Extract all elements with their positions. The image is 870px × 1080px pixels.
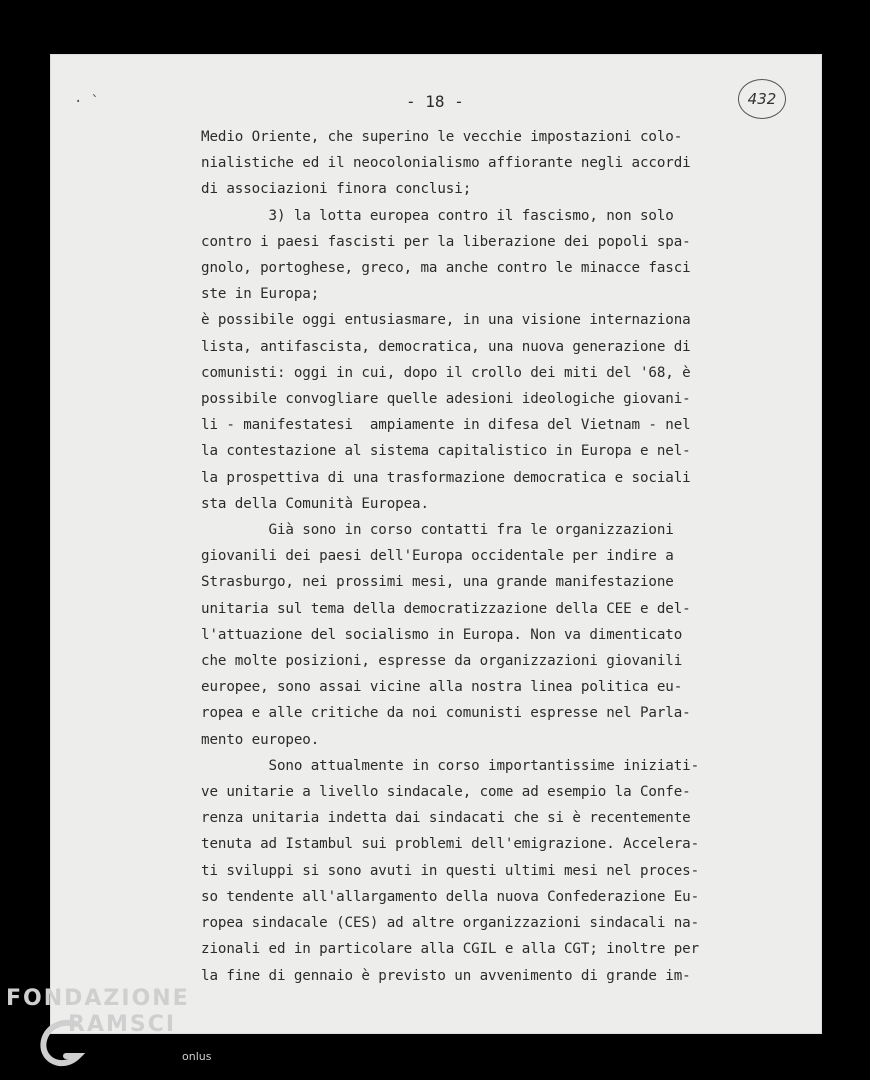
- text-line: 3) la lotta europea contro il fascismo, non solo: [201, 207, 674, 224]
- text-line: ropea sindacale (CES) ad altre organizzazioni sindacali na-: [201, 915, 700, 932]
- text-line: è possibile oggi entusiasmare, in una visione internaziona: [201, 312, 691, 329]
- text-line: l'attuazione del socialismo in Europa. Non va dimenticato: [201, 626, 683, 643]
- archive-number: 432: [747, 90, 777, 108]
- page-number: - 18 -: [406, 92, 464, 111]
- text-line: la prospettiva di una trasformazione democratica e sociali: [201, 469, 691, 486]
- text-line: la contestazione al sistema capitalistico in Europa e nel-: [201, 443, 691, 460]
- watermark-suffix: onlus: [182, 1050, 212, 1063]
- text-line: europee, sono assai vicine alla nostra linea politica eu-: [201, 679, 683, 696]
- document-body: [201, 124, 761, 989]
- text-line: so tendente all'allargamento della nuova Confederazione Eu-: [201, 888, 700, 905]
- fondazione-gramsci-watermark: [6, 986, 212, 1063]
- text-line: Sono attualmente in corso importantissime iniziati-: [201, 757, 700, 774]
- text-line: contro i paesi fascisti per la liberazione dei popoli spa-: [201, 233, 691, 250]
- text-line: zionali ed in particolare alla CGIL e alla CGT; inoltre per: [201, 941, 700, 958]
- archive-number-stamp: [738, 79, 786, 119]
- gramsci-swirl-icon: [36, 1016, 90, 1070]
- text-line: ve unitarie a livello sindacale, come ad esempio la Confe-: [201, 784, 691, 801]
- text-line: tenuta ad Istambul sui problemi dell'emigrazione. Accelera-: [201, 836, 700, 853]
- paper-specks: · `: [74, 94, 100, 110]
- text-line: ropea e alle critiche da noi comunisti espresse nel Parla-: [201, 705, 691, 722]
- text-line: renza unitaria indetta dai sindacati che si è recentemente: [201, 810, 691, 827]
- text-line: lista, antifascista, democratica, una nuova generazione di: [201, 338, 691, 355]
- text-line: di associazioni finora conclusi;: [201, 181, 472, 198]
- text-line: la fine di gennaio è previsto un avvenimento di grande im-: [201, 967, 691, 984]
- text-line: comunisti: oggi in cui, dopo il crollo dei miti del '68, è: [201, 364, 691, 381]
- text-line: Già sono in corso contatti fra le organizzazioni: [201, 522, 674, 539]
- text-line: Medio Oriente, che superino le vecchie impostazioni colo-: [201, 129, 683, 145]
- text-line: unitaria sul tema della democratizzazione della CEE e del-: [201, 600, 691, 617]
- text-line: giovanili dei paesi dell'Europa occidentale per indire a: [201, 548, 674, 565]
- watermark-line2: RAMSCI: [68, 1012, 177, 1037]
- text-line: li - manifestatesi ampiamente in difesa del Vietnam - nel: [201, 417, 691, 434]
- text-line: sta della Comunità Europea.: [201, 495, 429, 512]
- text-line: gnolo, portoghese, greco, ma anche contro le minacce fasci: [201, 260, 691, 277]
- text-line: nialistiche ed il neocolonialismo affiorante negli accordi: [201, 155, 691, 172]
- text-line: mento europeo.: [201, 731, 320, 748]
- text-line: che molte posizioni, espresse da organizzazioni giovanili: [201, 653, 683, 670]
- text-line: possibile convogliare quelle adesioni ideologiche giovani-: [201, 391, 691, 408]
- text-line: ste in Europa;: [201, 286, 320, 303]
- watermark-line1: FONDAZIONE: [6, 986, 190, 1011]
- text-line: ti sviluppi si sono avuti in questi ultimi mesi nel proces-: [201, 862, 700, 879]
- text-line: Strasburgo, nei prossimi mesi, una grande manifestazione: [201, 574, 674, 591]
